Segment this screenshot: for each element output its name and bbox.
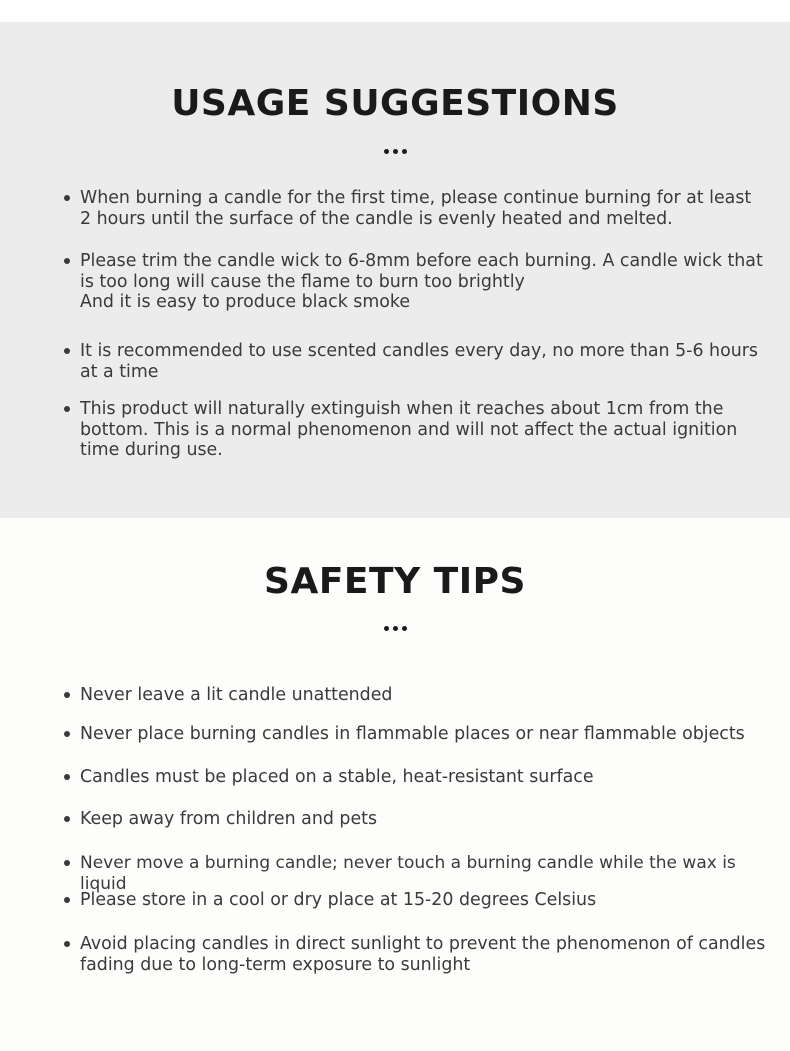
bullet-icon	[64, 941, 70, 947]
usage-item: This product will naturally extinguish when it reaches about 1cm from the bottom. This is a normal phenomenon and will not affect the actual ignition time during use.	[64, 399, 764, 461]
usage-suggestions-section	[0, 22, 790, 518]
usage-suggestions-title: USAGE SUGGESTIONS	[171, 83, 619, 124]
usage-item: It is recommended to use scented candles every day, no more than 5-6 hours at a time	[64, 341, 764, 382]
usage-item: Please trim the candle wick to 6-8mm before each burning. A candle wick that is too long will cause the flame to burn too brightly And it is easy to produce black smoke	[64, 251, 764, 313]
safety-tips-section	[0, 518, 790, 1051]
usage-divider-dots	[0, 149, 790, 159]
safety-divider-dots	[0, 626, 790, 636]
bullet-icon	[64, 816, 70, 822]
bullet-icon	[64, 897, 70, 903]
safety-item: Never move a burning candle; never touch a burning candle while the wax is liquid	[64, 853, 776, 894]
safety-tips-title: SAFETY TIPS	[264, 561, 526, 602]
bullet-icon	[64, 860, 70, 866]
bullet-icon	[64, 258, 70, 264]
bullet-icon	[64, 406, 70, 412]
usage-item: When burning a candle for the first time, please continue burning for at least 2 hours until the surface of the candle is evenly heated and melted.	[64, 188, 764, 229]
bullet-icon	[64, 774, 70, 780]
safety-item: Avoid placing candles in direct sunlight to prevent the phenomenon of candles fading due to long-term exposure to sunlight	[64, 934, 776, 975]
safety-item: Keep away from children and pets	[64, 809, 764, 830]
bullet-icon	[64, 692, 70, 698]
safety-item: Never leave a lit candle unattended	[64, 685, 764, 706]
safety-item: Please store in a cool or dry place at 15-20 degrees Celsius	[64, 890, 764, 911]
bullet-icon	[64, 731, 70, 737]
bullet-icon	[64, 348, 70, 354]
bullet-icon	[64, 195, 70, 201]
safety-item: Never place burning candles in flammable places or near flammable objects	[64, 724, 764, 745]
safety-item: Candles must be placed on a stable, heat-resistant surface	[64, 767, 764, 788]
